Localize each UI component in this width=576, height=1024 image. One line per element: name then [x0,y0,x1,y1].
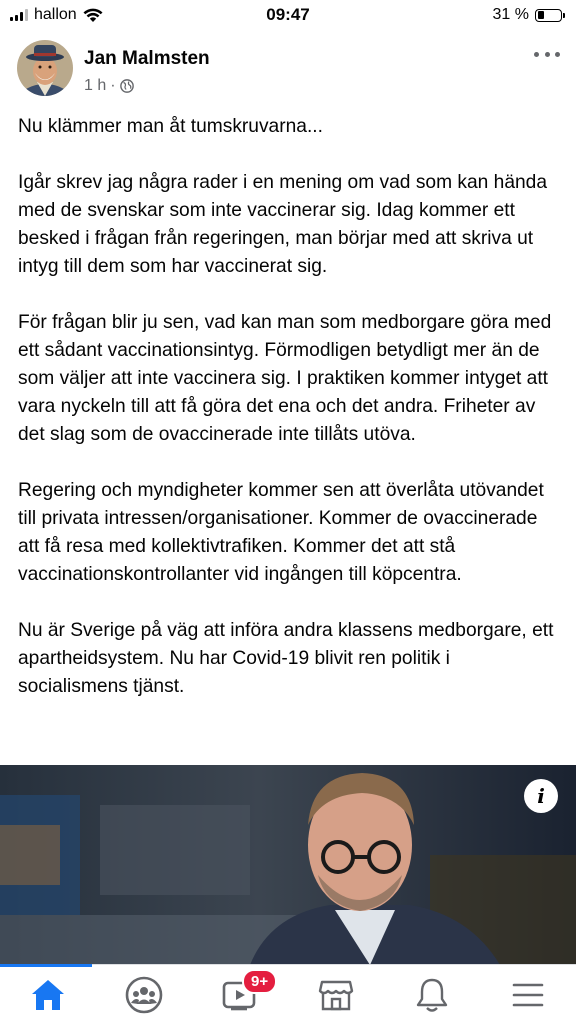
bell-icon [415,977,449,1013]
nav-marketplace[interactable] [314,975,358,1015]
nav-groups[interactable] [122,975,166,1015]
post-time[interactable]: 1 h [84,77,107,94]
post-media-image[interactable] [0,765,576,965]
marketplace-icon [318,978,354,1012]
nav-notifications[interactable] [410,975,454,1015]
avatar[interactable] [17,40,73,96]
dot-icon [534,52,539,57]
post-paragraph: Igår skrev jag några rader i en mening om vad som kan hända med de svenskar som inte vaccinerar sig. Idag kommer ett besked i frågan från regeringen, man börjar med att skriva ut intyg till dem som har vaccinerat sig. [18,172,548,277]
author-name[interactable]: Jan Malmsten [84,48,210,69]
post-meta [84,77,134,95]
notification-badge: 9+ [242,969,277,994]
post-paragraph: Regering och myndigheter kommer sen att överlåta utövandet till privata intressen/organisationer. Kommer de ovaccinerade att få resa med kollektivtrafiken. Kommer det att stå vaccinationskontrollanter vid ingången till köpcentra. [18,480,544,585]
status-right [493,6,562,24]
post-paragraph: Nu är Sverige på väg att införa andra klassens medborgare, ett apartheidsystem. Nu har Covid-19 blivit ren politik i socialismens tjänst. [18,620,554,697]
nav-watch[interactable] [218,973,269,1015]
battery-percent: 31 % [492,6,529,23]
meta-separator: · [110,77,116,94]
post-text [18,113,563,729]
info-icon[interactable]: i [524,779,558,813]
carrier-name: hallon [34,6,77,23]
active-tab-indicator [0,964,92,967]
dot-icon [545,52,550,57]
post-paragraph: Nu klämmer man åt tumskruvarna... [18,116,323,137]
globe-icon [120,79,134,93]
status-bar [0,0,576,30]
home-icon [30,978,66,1012]
nav-home[interactable] [26,975,70,1015]
groups-icon [125,976,163,1014]
menu-icon [511,980,545,1010]
dot-icon [555,52,560,57]
bottom-nav [0,964,576,1024]
status-time: 09:47 [266,5,310,24]
post-paragraph: För frågan blir ju sen, vad kan man som medborgare göra med ett sådant vaccinationsintyg. Förmodligen betydligt mer än de som väljer att inte vaccinera sig. I praktiken kommer intyget att vara nyckeln till att få göra det ena och det andra. Friheter av det slag som de ovaccinerade inte tillåts utöva. [18,312,552,445]
battery-icon [535,9,562,22]
more-options-button[interactable] [534,44,560,64]
nav-menu[interactable] [506,975,550,1015]
battery-fill [538,11,545,19]
